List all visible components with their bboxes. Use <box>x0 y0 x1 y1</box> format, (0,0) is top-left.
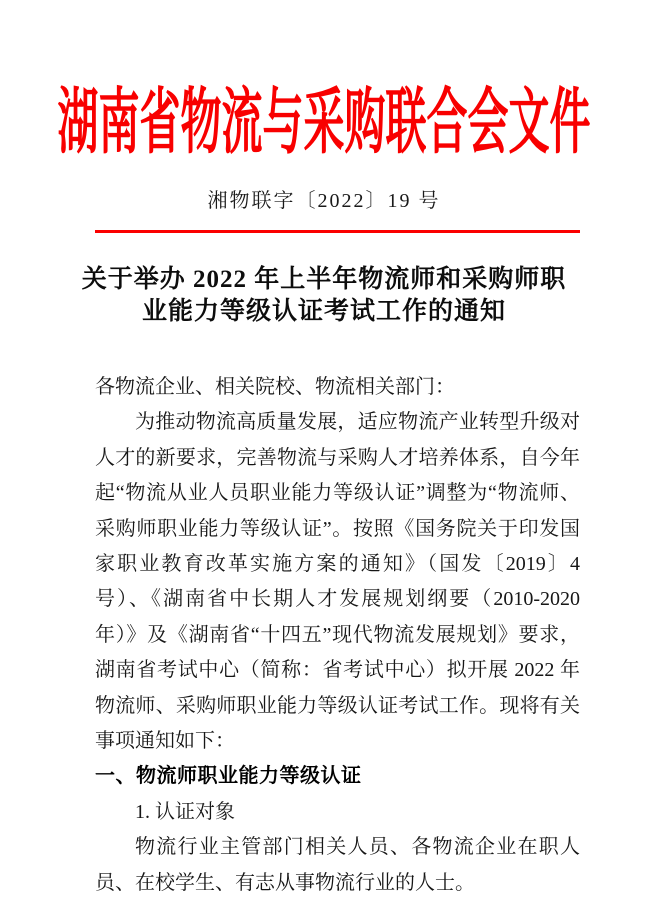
red-divider-rule <box>95 230 580 233</box>
intro-paragraph: 为推动物流高质量发展，适应物流产业转型升级对人才的新要求，完善物流与采购人才培养体系，自今年起“物流从业人员职业能力等级认证”调整为“物流师、采购师职业能力等级认证”。按照《国务院关于印发国家职业教育改革实施方案的通知》（国发〔2019〕4 号）、《湖南省中长期人才发展规划纲要（2010-2020 年）》及《湖南省“十四五”现代物流发展规划》要求，湖南省考试中心（简称：省考试中心）拟开展 2022 年物流师、采购师职业能力等级认证考试工作。现将有关事项通知如下： <box>95 411 580 753</box>
notice-title <box>0 264 648 328</box>
salutation-line: 各物流企业、相关院校、物流相关部门： <box>95 376 455 398</box>
doc-reference-number: 湘物联字〔2022〕19 号 <box>207 190 441 212</box>
section-1-heading: 一、物流师职业能力等级认证 <box>95 765 362 788</box>
item-1-text: 物流行业主管部门相关人员、各物流企业在职人员、在校学生、有志从事物流行业的人士。 <box>95 836 580 894</box>
notice-body <box>95 370 580 901</box>
item-1-label: 1. 认证对象 <box>135 800 235 823</box>
issuing-org-title: 湖南省物流与采购联合会文件 <box>57 81 591 163</box>
notice-title-line-1: 关于举办 2022 年上半年物流师和采购师职 <box>81 266 567 293</box>
notice-title-line-2: 业能力等级认证考试工作的通知 <box>141 298 506 325</box>
red-header-banner <box>0 80 648 168</box>
